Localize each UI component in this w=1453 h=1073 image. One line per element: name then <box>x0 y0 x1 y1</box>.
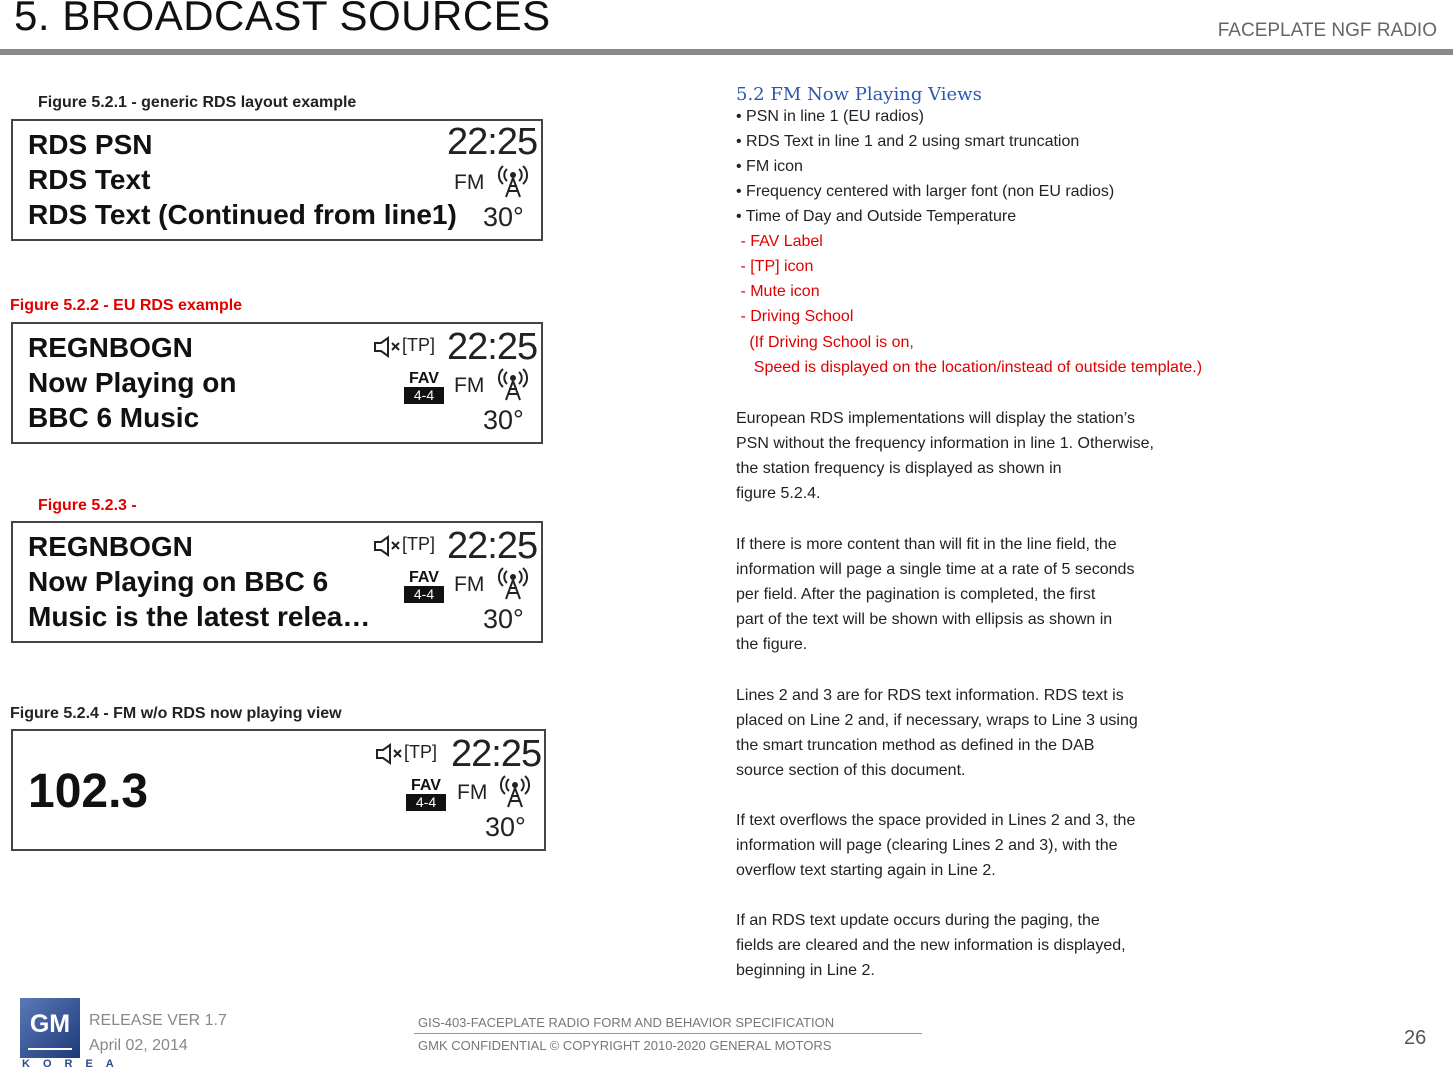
spec-title: GIS-403-FACEPLATE RADIO FORM AND BEHAVIOR SPECIFICATION <box>418 1015 835 1030</box>
tp-icon: [TP] <box>404 742 438 762</box>
section-heading: 5.2 FM Now Playing Views <box>736 84 982 105</box>
footer-divider <box>414 1033 922 1034</box>
fav-badge <box>406 777 446 811</box>
logo-text: GM <box>29 1010 71 1038</box>
clock: 22:25 <box>447 326 538 368</box>
lcd-display <box>11 119 543 241</box>
header-rule <box>0 49 1453 55</box>
lcd-line-2: Now Playing on BBC 6 <box>28 566 329 597</box>
paragraph-line: information will page (clearing Lines 2 and 3), with the <box>736 837 1118 854</box>
temperature: 30° <box>483 604 524 634</box>
temperature: 30° <box>483 202 524 232</box>
sub-item: - Driving School <box>736 308 854 325</box>
paragraph-line: part of the text will be shown with ellipsis as shown in <box>736 611 1113 628</box>
paragraph <box>736 808 1135 883</box>
fm-label: FM <box>457 781 488 804</box>
lcd-display <box>11 322 543 444</box>
bullet-item: • Frequency centered with larger font (non EU radios) <box>736 183 1115 200</box>
paragraph-line: European RDS implementations will display the station’s <box>736 410 1136 427</box>
antenna-icon <box>497 366 529 402</box>
paragraph-line: the smart truncation method as defined in the DAB <box>736 737 1095 754</box>
paragraph-line: placed on Line 2 and, if necessary, wraps to Line 3 using <box>736 712 1138 729</box>
figure-caption: Figure 5.2.2 - EU RDS example <box>10 297 243 314</box>
page-title: 5. BROADCAST SOURCES <box>14 0 551 39</box>
clock: 22:25 <box>447 121 538 163</box>
antenna-icon <box>497 565 529 601</box>
paragraph-line: the figure. <box>736 636 808 653</box>
paragraph-line: If there is more content than will fit in the line field, the <box>736 536 1117 553</box>
fm-label: FM <box>454 374 485 397</box>
paragraph-line: beginning in Line 2. <box>736 962 875 979</box>
fm-label: FM <box>454 171 485 194</box>
paragraph-line: source section of this document. <box>736 762 966 779</box>
fm-label: FM <box>454 573 485 596</box>
paragraph <box>736 406 1154 506</box>
paragraph <box>736 908 1126 983</box>
fav-label: FAV <box>409 370 439 387</box>
fav-badge <box>404 569 444 603</box>
tp-icon: [TP] <box>402 335 436 355</box>
mute-icon <box>375 743 405 765</box>
bullet-item: • PSN in line 1 (EU radios) <box>736 108 924 125</box>
paragraph-line: overflow text starting again in Line 2. <box>736 862 996 879</box>
release-version: RELEASE VER 1.7 <box>89 1012 227 1029</box>
paragraph-line: Lines 2 and 3 are for RDS text information. RDS text is <box>736 687 1124 704</box>
paragraph-line: PSN without the frequency information in line 1. Otherwise, <box>736 435 1154 452</box>
figure-caption: Figure 5.2.3 - <box>38 497 137 514</box>
fav-label: FAV <box>409 569 439 586</box>
paragraph-line: the station frequency is displayed as shown in <box>736 460 1062 477</box>
paragraph <box>736 532 1134 657</box>
sub-item: (If Driving School is on, <box>736 334 914 351</box>
sub-item: Speed is displayed on the location/instead of outside template.) <box>736 359 1203 376</box>
bullet-item: • FM icon <box>736 158 803 175</box>
clock: 22:25 <box>451 733 542 775</box>
figure-caption: Figure 5.2.4 - FM w/o RDS now playing view <box>10 705 342 722</box>
confidential-notice: GMK CONFIDENTIAL © COPYRIGHT 2010-2020 GENERAL MOTORS <box>418 1038 832 1053</box>
paragraph-line: information will page a single time at a rate of 5 seconds <box>736 561 1135 578</box>
lcd-line-1: REGNBOGN <box>28 332 193 363</box>
antenna-icon <box>497 163 529 199</box>
paragraph-line: per field. After the pagination is completed, the first <box>736 586 1096 603</box>
paragraph <box>736 683 1138 783</box>
lcd-line-2: Now Playing on <box>28 367 237 398</box>
lcd-line-3: Music is the latest relea… <box>28 601 371 632</box>
lcd-display <box>11 521 543 643</box>
mute-icon <box>373 336 403 358</box>
gm-logo <box>20 998 80 1058</box>
sub-item: - [TP] icon <box>736 258 814 275</box>
sub-item: - Mute icon <box>736 283 820 300</box>
bullet-item: • Time of Day and Outside Temperature <box>736 208 1017 225</box>
clock: 22:25 <box>447 525 538 567</box>
lcd-line-1: REGNBOGN <box>28 531 193 562</box>
paragraph-line: fields are cleared and the new information is displayed, <box>736 937 1126 954</box>
logo-bar <box>28 1048 72 1050</box>
temperature: 30° <box>485 812 526 842</box>
figure-caption: Figure 5.2.1 - generic RDS layout example <box>38 94 357 111</box>
fav-number: 4-4 <box>404 586 444 603</box>
fav-badge <box>404 370 444 404</box>
frequency-display: 102.3 <box>28 765 149 818</box>
logo-subtext: KOREA <box>22 1058 127 1070</box>
temperature: 30° <box>483 405 524 435</box>
mute-icon <box>373 535 403 557</box>
lcd-line-2: RDS Text <box>28 164 151 195</box>
release-date: April 02, 2014 <box>89 1037 188 1054</box>
tp-icon: [TP] <box>402 534 436 554</box>
antenna-icon <box>499 773 531 809</box>
bullet-item: • RDS Text in line 1 and 2 using smart truncation <box>736 133 1080 150</box>
lcd-display <box>11 729 546 851</box>
paragraph-line: If text overflows the space provided in Lines 2 and 3, the <box>736 812 1136 829</box>
paragraph-line: If an RDS text update occurs during the paging, the <box>736 912 1100 929</box>
lcd-line-1: RDS PSN <box>28 129 153 160</box>
fav-number: 4-4 <box>404 387 444 404</box>
paragraph-line: figure 5.2.4. <box>736 485 821 502</box>
fav-number: 4-4 <box>406 794 446 811</box>
lcd-line-3: BBC 6 Music <box>28 402 200 433</box>
lcd-line-3: RDS Text (Continued from line1) <box>28 199 457 230</box>
sub-item: - FAV Label <box>736 233 823 250</box>
page-number: 26 <box>1404 1027 1427 1049</box>
fav-label: FAV <box>411 777 441 794</box>
document-subtitle: FACEPLATE NGF RADIO <box>1217 20 1437 41</box>
